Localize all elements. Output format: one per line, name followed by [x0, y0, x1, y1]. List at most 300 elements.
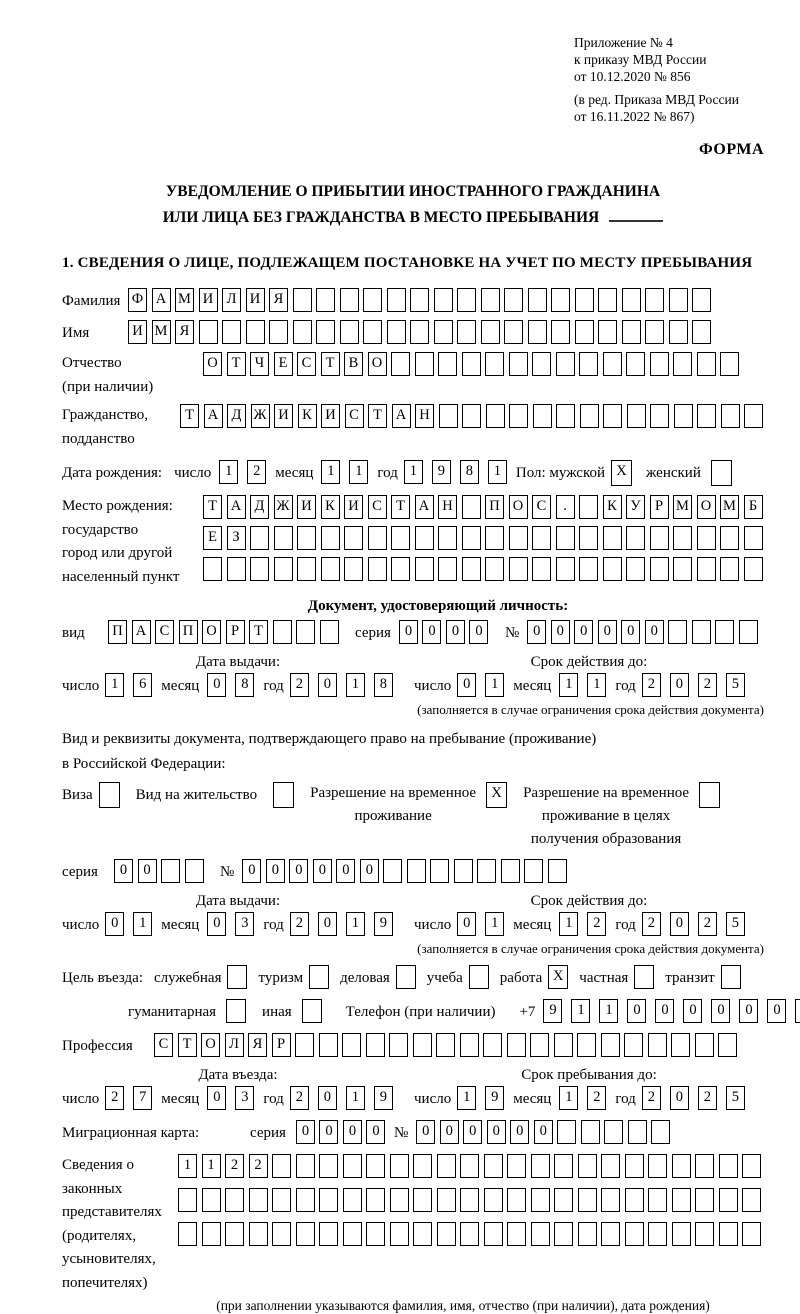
char-cell[interactable]: К	[603, 495, 622, 519]
char-cell[interactable]: А	[415, 495, 434, 519]
char-cell[interactable]	[202, 1222, 221, 1246]
char-cell[interactable]: 0	[266, 859, 285, 883]
char-cell[interactable]: Р	[226, 620, 245, 644]
char-cell[interactable]: 1	[457, 1086, 476, 1110]
char-cell[interactable]: 0	[463, 1120, 482, 1144]
char-cell[interactable]	[457, 288, 476, 312]
char-cell[interactable]	[387, 288, 406, 312]
char-cell[interactable]: Р	[272, 1033, 291, 1057]
char-cell[interactable]	[366, 1188, 385, 1212]
char-cell[interactable]	[272, 1154, 291, 1178]
char-cell[interactable]	[579, 352, 598, 376]
char-cell[interactable]	[554, 1154, 573, 1178]
char-cell[interactable]	[486, 404, 505, 428]
char-cell[interactable]	[578, 1222, 597, 1246]
char-cell[interactable]: 0	[510, 1120, 529, 1144]
char-cell[interactable]: Ч	[250, 352, 269, 376]
char-cell[interactable]: С	[297, 352, 316, 376]
char-cell[interactable]	[575, 288, 594, 312]
char-cell[interactable]	[274, 557, 293, 581]
char-cell[interactable]: О	[203, 352, 222, 376]
char-cell[interactable]: О	[509, 495, 528, 519]
char-cell[interactable]	[648, 1033, 667, 1057]
char-cell[interactable]	[227, 965, 247, 989]
char-cell[interactable]	[391, 526, 410, 550]
char-cell[interactable]	[484, 1188, 503, 1212]
char-cell[interactable]	[501, 859, 520, 883]
char-cell[interactable]	[226, 999, 246, 1023]
char-cell[interactable]: 9	[374, 912, 393, 936]
char-cell[interactable]	[161, 859, 180, 883]
char-cell[interactable]	[504, 320, 523, 344]
char-cell[interactable]	[274, 526, 293, 550]
char-cell[interactable]	[719, 1188, 738, 1212]
char-cell[interactable]	[720, 557, 739, 581]
char-cell[interactable]: К	[298, 404, 317, 428]
char-cell[interactable]: Б	[744, 495, 763, 519]
char-cell[interactable]	[604, 1120, 623, 1144]
char-cell[interactable]	[483, 1033, 502, 1057]
char-cell[interactable]	[721, 404, 740, 428]
char-cell[interactable]: X	[611, 460, 632, 486]
char-cell[interactable]	[634, 965, 654, 989]
char-cell[interactable]	[344, 526, 363, 550]
char-cell[interactable]: 2	[290, 1086, 309, 1110]
char-cell[interactable]	[628, 1120, 647, 1144]
char-cell[interactable]	[507, 1154, 526, 1178]
char-cell[interactable]	[296, 1222, 315, 1246]
char-cell[interactable]: 0	[318, 912, 337, 936]
char-cell[interactable]	[415, 557, 434, 581]
char-cell[interactable]: Т	[227, 352, 246, 376]
char-cell[interactable]	[692, 288, 711, 312]
char-cell[interactable]: 0	[289, 859, 308, 883]
char-cell[interactable]	[343, 1154, 362, 1178]
char-cell[interactable]: Я	[175, 320, 194, 344]
char-cell[interactable]: 0	[767, 999, 786, 1023]
char-cell[interactable]	[744, 404, 763, 428]
char-cell[interactable]	[598, 288, 617, 312]
char-cell[interactable]: 1	[485, 673, 504, 697]
char-cell[interactable]	[272, 1222, 291, 1246]
char-cell[interactable]: А	[152, 288, 171, 312]
char-cell[interactable]	[672, 1222, 691, 1246]
char-cell[interactable]: 0	[343, 1120, 362, 1144]
char-cell[interactable]: Н	[438, 495, 457, 519]
char-cell[interactable]	[485, 557, 504, 581]
char-cell[interactable]	[368, 526, 387, 550]
char-cell[interactable]: 8	[460, 460, 479, 484]
char-cell[interactable]: Т	[321, 352, 340, 376]
char-cell[interactable]: 0	[313, 859, 332, 883]
char-cell[interactable]	[99, 782, 120, 808]
char-cell[interactable]: З	[227, 526, 246, 550]
char-cell[interactable]	[366, 1154, 385, 1178]
char-cell[interactable]	[575, 320, 594, 344]
char-cell[interactable]	[434, 288, 453, 312]
char-cell[interactable]: 1	[404, 460, 423, 484]
char-cell[interactable]	[548, 859, 567, 883]
char-cell[interactable]: А	[392, 404, 411, 428]
char-cell[interactable]: 5	[726, 912, 745, 936]
char-cell[interactable]: 2	[698, 673, 717, 697]
char-cell[interactable]: О	[202, 620, 221, 644]
char-cell[interactable]	[273, 782, 294, 808]
char-cell[interactable]: 1	[219, 460, 238, 484]
char-cell[interactable]: 0	[318, 673, 337, 697]
char-cell[interactable]	[601, 1222, 620, 1246]
char-cell[interactable]	[580, 404, 599, 428]
char-cell[interactable]: М	[175, 288, 194, 312]
char-cell[interactable]	[695, 1033, 714, 1057]
char-cell[interactable]	[343, 1188, 362, 1212]
char-cell[interactable]: С	[345, 404, 364, 428]
char-cell[interactable]: 6	[133, 673, 152, 697]
char-cell[interactable]: 2	[698, 1086, 717, 1110]
char-cell[interactable]	[531, 1188, 550, 1212]
char-cell[interactable]	[293, 320, 312, 344]
char-cell[interactable]	[297, 526, 316, 550]
char-cell[interactable]	[531, 1154, 550, 1178]
char-cell[interactable]	[720, 352, 739, 376]
char-cell[interactable]	[601, 1188, 620, 1212]
char-cell[interactable]	[603, 404, 622, 428]
char-cell[interactable]	[622, 288, 641, 312]
char-cell[interactable]: 0	[739, 999, 758, 1023]
char-cell[interactable]: 0	[360, 859, 379, 883]
char-cell[interactable]	[484, 1154, 503, 1178]
char-cell[interactable]: 0	[416, 1120, 435, 1144]
char-cell[interactable]: М	[673, 495, 692, 519]
char-cell[interactable]	[742, 1222, 761, 1246]
char-cell[interactable]	[668, 620, 687, 644]
char-cell[interactable]	[624, 1033, 643, 1057]
char-cell[interactable]: 3	[235, 1086, 254, 1110]
char-cell[interactable]: М	[152, 320, 171, 344]
char-cell[interactable]	[645, 320, 664, 344]
char-cell[interactable]: 1	[587, 673, 606, 697]
char-cell[interactable]: П	[485, 495, 504, 519]
char-cell[interactable]: Е	[274, 352, 293, 376]
char-cell[interactable]: 1	[105, 673, 124, 697]
char-cell[interactable]	[507, 1222, 526, 1246]
char-cell[interactable]: 2	[587, 912, 606, 936]
char-cell[interactable]: 0	[105, 912, 124, 936]
char-cell[interactable]	[720, 526, 739, 550]
char-cell[interactable]	[509, 352, 528, 376]
char-cell[interactable]	[436, 1033, 455, 1057]
char-cell[interactable]	[695, 1154, 714, 1178]
char-cell[interactable]: Д	[227, 404, 246, 428]
char-cell[interactable]	[697, 352, 716, 376]
char-cell[interactable]: 2	[290, 912, 309, 936]
char-cell[interactable]	[626, 526, 645, 550]
char-cell[interactable]	[557, 1120, 576, 1144]
char-cell[interactable]	[199, 320, 218, 344]
char-cell[interactable]	[438, 526, 457, 550]
char-cell[interactable]: 0	[711, 999, 730, 1023]
char-cell[interactable]	[469, 965, 489, 989]
char-cell[interactable]: Н	[415, 404, 434, 428]
char-cell[interactable]	[650, 526, 669, 550]
char-cell[interactable]	[413, 1154, 432, 1178]
char-cell[interactable]	[673, 557, 692, 581]
char-cell[interactable]: 0	[457, 912, 476, 936]
char-cell[interactable]	[650, 352, 669, 376]
char-cell[interactable]: С	[155, 620, 174, 644]
char-cell[interactable]	[651, 1120, 670, 1144]
char-cell[interactable]	[532, 526, 551, 550]
char-cell[interactable]	[390, 1154, 409, 1178]
char-cell[interactable]	[648, 1188, 667, 1212]
char-cell[interactable]: 0	[319, 1120, 338, 1144]
char-cell[interactable]	[556, 352, 575, 376]
char-cell[interactable]	[250, 557, 269, 581]
char-cell[interactable]: В	[344, 352, 363, 376]
char-cell[interactable]	[340, 288, 359, 312]
char-cell[interactable]	[225, 1222, 244, 1246]
char-cell[interactable]: X	[548, 965, 568, 989]
char-cell[interactable]	[484, 1222, 503, 1246]
char-cell[interactable]	[531, 1222, 550, 1246]
char-cell[interactable]: 0	[114, 859, 133, 883]
char-cell[interactable]: 0	[446, 620, 465, 644]
char-cell[interactable]: 2	[225, 1154, 244, 1178]
char-cell[interactable]	[622, 320, 641, 344]
char-cell[interactable]: У	[626, 495, 645, 519]
char-cell[interactable]	[744, 557, 763, 581]
char-cell[interactable]	[185, 859, 204, 883]
char-cell[interactable]	[625, 1222, 644, 1246]
char-cell[interactable]: Я	[248, 1033, 267, 1057]
char-cell[interactable]	[321, 557, 340, 581]
char-cell[interactable]	[672, 1188, 691, 1212]
char-cell[interactable]: 1	[559, 1086, 578, 1110]
char-cell[interactable]: И	[344, 495, 363, 519]
char-cell[interactable]: Т	[249, 620, 268, 644]
char-cell[interactable]: 0	[296, 1120, 315, 1144]
char-cell[interactable]	[648, 1222, 667, 1246]
char-cell[interactable]	[477, 859, 496, 883]
char-cell[interactable]	[692, 620, 711, 644]
char-cell[interactable]	[296, 620, 315, 644]
char-cell[interactable]: П	[108, 620, 127, 644]
char-cell[interactable]	[462, 495, 481, 519]
char-cell[interactable]: 1	[346, 673, 365, 697]
char-cell[interactable]: 0	[440, 1120, 459, 1144]
char-cell[interactable]	[203, 557, 222, 581]
char-cell[interactable]	[507, 1188, 526, 1212]
char-cell[interactable]	[302, 999, 322, 1023]
char-cell[interactable]	[295, 1033, 314, 1057]
char-cell[interactable]: 2	[642, 673, 661, 697]
char-cell[interactable]	[437, 1188, 456, 1212]
char-cell[interactable]	[556, 404, 575, 428]
char-cell[interactable]	[460, 1033, 479, 1057]
char-cell[interactable]: 1	[599, 999, 618, 1023]
char-cell[interactable]	[673, 526, 692, 550]
char-cell[interactable]	[603, 526, 622, 550]
char-cell[interactable]: И	[321, 404, 340, 428]
char-cell[interactable]	[579, 557, 598, 581]
char-cell[interactable]	[178, 1188, 197, 1212]
char-cell[interactable]	[669, 320, 688, 344]
char-cell[interactable]: Р	[650, 495, 669, 519]
char-cell[interactable]	[551, 288, 570, 312]
char-cell[interactable]	[366, 1033, 385, 1057]
char-cell[interactable]	[387, 320, 406, 344]
char-cell[interactable]	[320, 620, 339, 644]
char-cell[interactable]: 2	[290, 673, 309, 697]
char-cell[interactable]: 0	[422, 620, 441, 644]
char-cell[interactable]	[309, 965, 329, 989]
char-cell[interactable]: .	[556, 495, 575, 519]
char-cell[interactable]	[363, 320, 382, 344]
char-cell[interactable]	[319, 1033, 338, 1057]
char-cell[interactable]: К	[321, 495, 340, 519]
char-cell[interactable]	[225, 1188, 244, 1212]
char-cell[interactable]	[603, 352, 622, 376]
char-cell[interactable]	[438, 557, 457, 581]
char-cell[interactable]	[415, 526, 434, 550]
char-cell[interactable]	[697, 526, 716, 550]
char-cell[interactable]	[462, 557, 481, 581]
char-cell[interactable]: 2	[642, 1086, 661, 1110]
char-cell[interactable]: Т	[368, 404, 387, 428]
char-cell[interactable]	[202, 1188, 221, 1212]
char-cell[interactable]	[692, 320, 711, 344]
char-cell[interactable]	[530, 1033, 549, 1057]
char-cell[interactable]	[178, 1222, 197, 1246]
char-cell[interactable]: Е	[203, 526, 222, 550]
char-cell[interactable]	[454, 859, 473, 883]
char-cell[interactable]	[391, 352, 410, 376]
char-cell[interactable]: 0	[336, 859, 355, 883]
char-cell[interactable]: 2	[105, 1086, 124, 1110]
char-cell[interactable]: А	[227, 495, 246, 519]
char-cell[interactable]: 8	[374, 673, 393, 697]
char-cell[interactable]	[699, 782, 720, 808]
char-cell[interactable]	[457, 320, 476, 344]
char-cell[interactable]	[695, 1188, 714, 1212]
char-cell[interactable]	[626, 557, 645, 581]
char-cell[interactable]	[407, 859, 426, 883]
char-cell[interactable]	[222, 320, 241, 344]
char-cell[interactable]	[669, 288, 688, 312]
char-cell[interactable]	[577, 1033, 596, 1057]
char-cell[interactable]	[711, 460, 732, 486]
char-cell[interactable]	[509, 526, 528, 550]
char-cell[interactable]	[601, 1033, 620, 1057]
char-cell[interactable]: И	[274, 404, 293, 428]
char-cell[interactable]: М	[720, 495, 739, 519]
char-cell[interactable]	[460, 1154, 479, 1178]
char-cell[interactable]: П	[179, 620, 198, 644]
char-cell[interactable]: Ф	[128, 288, 147, 312]
char-cell[interactable]: 5	[726, 1086, 745, 1110]
char-cell[interactable]	[344, 557, 363, 581]
char-cell[interactable]: 9	[543, 999, 562, 1023]
char-cell[interactable]	[528, 288, 547, 312]
char-cell[interactable]	[744, 526, 763, 550]
char-cell[interactable]: Л	[222, 288, 241, 312]
char-cell[interactable]	[296, 1154, 315, 1178]
char-cell[interactable]	[319, 1188, 338, 1212]
char-cell[interactable]	[715, 620, 734, 644]
char-cell[interactable]	[321, 526, 340, 550]
char-cell[interactable]	[578, 1188, 597, 1212]
char-cell[interactable]	[509, 404, 528, 428]
char-cell[interactable]: И	[199, 288, 218, 312]
char-cell[interactable]: А	[204, 404, 223, 428]
char-cell[interactable]	[532, 557, 551, 581]
char-cell[interactable]: 2	[247, 460, 266, 484]
char-cell[interactable]: 1	[178, 1154, 197, 1178]
char-cell[interactable]	[390, 1222, 409, 1246]
char-cell[interactable]	[721, 965, 741, 989]
char-cell[interactable]	[319, 1154, 338, 1178]
char-cell[interactable]	[342, 1033, 361, 1057]
char-cell[interactable]: 0	[318, 1086, 337, 1110]
char-cell[interactable]: 1	[559, 912, 578, 936]
char-cell[interactable]	[578, 1154, 597, 1178]
char-cell[interactable]	[579, 526, 598, 550]
char-cell[interactable]	[293, 288, 312, 312]
char-cell[interactable]	[316, 320, 335, 344]
char-cell[interactable]: О	[201, 1033, 220, 1057]
char-cell[interactable]	[554, 1188, 573, 1212]
char-cell[interactable]	[343, 1222, 362, 1246]
char-cell[interactable]	[363, 288, 382, 312]
char-cell[interactable]: Ж	[274, 495, 293, 519]
char-cell[interactable]: X	[486, 782, 507, 808]
char-cell[interactable]: 1	[488, 460, 507, 484]
char-cell[interactable]	[250, 526, 269, 550]
char-cell[interactable]: И	[128, 320, 147, 344]
char-cell[interactable]	[524, 859, 543, 883]
char-cell[interactable]: 0	[670, 673, 689, 697]
char-cell[interactable]	[742, 1154, 761, 1178]
char-cell[interactable]: С	[532, 495, 551, 519]
char-cell[interactable]	[413, 1033, 432, 1057]
char-cell[interactable]	[410, 288, 429, 312]
char-cell[interactable]	[554, 1033, 573, 1057]
char-cell[interactable]: О	[697, 495, 716, 519]
char-cell[interactable]	[579, 495, 598, 519]
char-cell[interactable]: 2	[587, 1086, 606, 1110]
char-cell[interactable]	[625, 1188, 644, 1212]
char-cell[interactable]: 9	[374, 1086, 393, 1110]
char-cell[interactable]: Д	[250, 495, 269, 519]
char-cell[interactable]	[462, 404, 481, 428]
char-cell[interactable]: 1	[202, 1154, 221, 1178]
char-cell[interactable]: 0	[627, 999, 646, 1023]
char-cell[interactable]	[485, 352, 504, 376]
char-cell[interactable]	[504, 288, 523, 312]
char-cell[interactable]: 0	[457, 673, 476, 697]
char-cell[interactable]	[410, 320, 429, 344]
char-cell[interactable]	[296, 1188, 315, 1212]
char-cell[interactable]	[273, 620, 292, 644]
char-cell[interactable]	[460, 1188, 479, 1212]
char-cell[interactable]	[462, 352, 481, 376]
char-cell[interactable]: 0	[574, 620, 593, 644]
char-cell[interactable]	[598, 320, 617, 344]
char-cell[interactable]	[672, 1154, 691, 1178]
char-cell[interactable]	[485, 526, 504, 550]
char-cell[interactable]	[246, 320, 265, 344]
char-cell[interactable]	[319, 1222, 338, 1246]
